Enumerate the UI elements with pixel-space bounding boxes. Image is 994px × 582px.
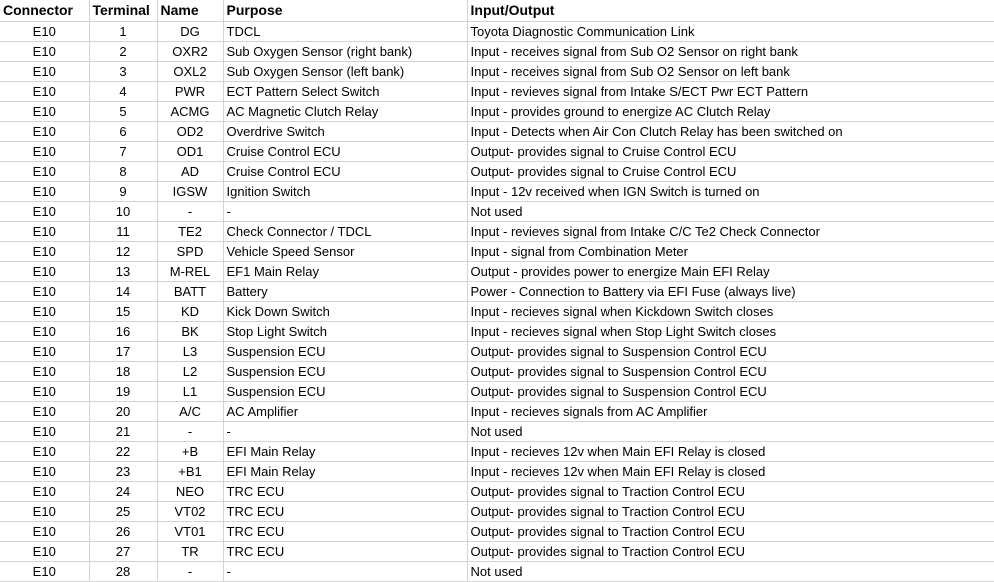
- connector-cell[interactable]: E10: [0, 301, 89, 321]
- name-cell[interactable]: SPD: [157, 241, 223, 261]
- purpose-cell[interactable]: AC Magnetic Clutch Relay: [223, 101, 467, 121]
- terminal-cell[interactable]: 3: [89, 61, 157, 81]
- table-row: [0, 61, 994, 81]
- purpose-cell[interactable]: TRC ECU: [223, 481, 467, 501]
- name-cell[interactable]: OD2: [157, 121, 223, 141]
- io-cell[interactable]: Power - Connection to Battery via EFI Fuse (always live): [467, 281, 994, 301]
- name-cell[interactable]: TE2: [157, 221, 223, 241]
- connector-cell[interactable]: E10: [0, 461, 89, 481]
- header-row: [0, 0, 994, 21]
- io-cell[interactable]: Not used: [467, 201, 994, 221]
- name-cell[interactable]: KD: [157, 301, 223, 321]
- terminal-cell[interactable]: 27: [89, 541, 157, 561]
- connector-cell[interactable]: E10: [0, 341, 89, 361]
- name-cell[interactable]: ACMG: [157, 101, 223, 121]
- purpose-cell[interactable]: Sub Oxygen Sensor (right bank): [223, 41, 467, 61]
- name-cell[interactable]: -: [157, 421, 223, 441]
- purpose-cell[interactable]: -: [223, 421, 467, 441]
- connector-cell[interactable]: E10: [0, 261, 89, 281]
- name-cell[interactable]: OXL2: [157, 61, 223, 81]
- io-cell[interactable]: Output- provides signal to Suspension Control ECU: [467, 381, 994, 401]
- table-row: [0, 241, 994, 261]
- connector-cell[interactable]: E10: [0, 541, 89, 561]
- terminal-cell[interactable]: 17: [89, 341, 157, 361]
- io-cell[interactable]: Output- provides signal to Traction Control ECU: [467, 481, 994, 501]
- connector-cell[interactable]: E10: [0, 21, 89, 41]
- table-row: [0, 81, 994, 101]
- purpose-cell[interactable]: TDCL: [223, 21, 467, 41]
- purpose-cell[interactable]: Battery: [223, 281, 467, 301]
- name-cell[interactable]: IGSW: [157, 181, 223, 201]
- io-cell[interactable]: Input - recieves 12v when Main EFI Relay is closed: [467, 461, 994, 481]
- table-row: [0, 21, 994, 41]
- terminal-cell[interactable]: 4: [89, 81, 157, 101]
- name-cell[interactable]: DG: [157, 21, 223, 41]
- io-cell[interactable]: Input - 12v received when IGN Switch is turned on: [467, 181, 994, 201]
- table-row: [0, 421, 994, 441]
- name-cell[interactable]: -: [157, 561, 223, 581]
- name-cell[interactable]: NEO: [157, 481, 223, 501]
- table-row: [0, 481, 994, 501]
- io-cell[interactable]: Input - receives signal from Sub O2 Sensor on right bank: [467, 41, 994, 61]
- connector-cell[interactable]: E10: [0, 61, 89, 81]
- purpose-cell[interactable]: Overdrive Switch: [223, 121, 467, 141]
- table-row: [0, 441, 994, 461]
- connector-cell[interactable]: E10: [0, 121, 89, 141]
- name-cell[interactable]: OXR2: [157, 41, 223, 61]
- purpose-cell[interactable]: -: [223, 561, 467, 581]
- connector-cell[interactable]: E10: [0, 321, 89, 341]
- purpose-cell[interactable]: AC Amplifier: [223, 401, 467, 421]
- purpose-cell[interactable]: Kick Down Switch: [223, 301, 467, 321]
- purpose-cell[interactable]: Suspension ECU: [223, 361, 467, 381]
- table-row: [0, 501, 994, 521]
- connector-cell[interactable]: E10: [0, 41, 89, 61]
- io-cell[interactable]: Output- provides signal to Traction Control ECU: [467, 541, 994, 561]
- name-cell[interactable]: A/C: [157, 401, 223, 421]
- connector-cell[interactable]: E10: [0, 401, 89, 421]
- name-cell[interactable]: L3: [157, 341, 223, 361]
- io-cell[interactable]: Output- provides signal to Traction Control ECU: [467, 521, 994, 541]
- header-connector[interactable]: Connector: [0, 0, 89, 21]
- purpose-cell[interactable]: TRC ECU: [223, 501, 467, 521]
- purpose-cell[interactable]: -: [223, 201, 467, 221]
- name-cell[interactable]: VT01: [157, 521, 223, 541]
- terminal-cell[interactable]: 22: [89, 441, 157, 461]
- connector-cell[interactable]: E10: [0, 481, 89, 501]
- io-cell[interactable]: Input - revieves signal from Intake C/C Te2 Check Connector: [467, 221, 994, 241]
- purpose-cell[interactable]: Cruise Control ECU: [223, 141, 467, 161]
- terminal-cell[interactable]: 11: [89, 221, 157, 241]
- table-row: [0, 521, 994, 541]
- terminal-cell[interactable]: 7: [89, 141, 157, 161]
- purpose-cell[interactable]: Sub Oxygen Sensor (left bank): [223, 61, 467, 81]
- terminal-cell[interactable]: 8: [89, 161, 157, 181]
- name-cell[interactable]: BK: [157, 321, 223, 341]
- name-cell[interactable]: PWR: [157, 81, 223, 101]
- table-row: [0, 381, 994, 401]
- connector-cell[interactable]: E10: [0, 101, 89, 121]
- connector-cell[interactable]: E10: [0, 281, 89, 301]
- terminal-cell[interactable]: 1: [89, 21, 157, 41]
- io-cell[interactable]: Output- provides signal to Cruise Control ECU: [467, 141, 994, 161]
- terminal-cell[interactable]: 12: [89, 241, 157, 261]
- name-cell[interactable]: L1: [157, 381, 223, 401]
- table-row: [0, 561, 994, 581]
- io-cell[interactable]: Input - recieves signal when Kickdown Switch closes: [467, 301, 994, 321]
- table-row: [0, 161, 994, 181]
- table-row: [0, 461, 994, 481]
- purpose-cell[interactable]: Suspension ECU: [223, 341, 467, 361]
- name-cell[interactable]: L2: [157, 361, 223, 381]
- header-purpose[interactable]: Purpose: [223, 0, 467, 21]
- connector-cell[interactable]: E10: [0, 201, 89, 221]
- io-cell[interactable]: Input - signal from Combination Meter: [467, 241, 994, 261]
- name-cell[interactable]: +B1: [157, 461, 223, 481]
- table-row: [0, 301, 994, 321]
- io-cell[interactable]: Output- provides signal to Traction Control ECU: [467, 501, 994, 521]
- name-cell[interactable]: TR: [157, 541, 223, 561]
- purpose-cell[interactable]: Stop Light Switch: [223, 321, 467, 341]
- table-row: [0, 101, 994, 121]
- terminal-cell[interactable]: 25: [89, 501, 157, 521]
- header-name[interactable]: Name: [157, 0, 223, 21]
- connector-cell[interactable]: E10: [0, 221, 89, 241]
- terminal-cell[interactable]: 20: [89, 401, 157, 421]
- table-row: [0, 121, 994, 141]
- terminal-cell[interactable]: 13: [89, 261, 157, 281]
- name-cell[interactable]: BATT: [157, 281, 223, 301]
- purpose-cell[interactable]: Cruise Control ECU: [223, 161, 467, 181]
- connector-cell[interactable]: E10: [0, 141, 89, 161]
- table-row: [0, 341, 994, 361]
- connector-cell[interactable]: E10: [0, 361, 89, 381]
- io-cell[interactable]: Output- provides signal to Suspension Control ECU: [467, 341, 994, 361]
- table-row: [0, 221, 994, 241]
- purpose-cell[interactable]: Check Connector / TDCL: [223, 221, 467, 241]
- io-cell[interactable]: Input - revieves signal from Intake S/ECT Pwr ECT Pattern: [467, 81, 994, 101]
- io-cell[interactable]: Output - provides power to energize Main EFI Relay: [467, 261, 994, 281]
- io-cell[interactable]: Input - Detects when Air Con Clutch Relay has been switched on: [467, 121, 994, 141]
- terminal-cell[interactable]: 2: [89, 41, 157, 61]
- purpose-cell[interactable]: Vehicle Speed Sensor: [223, 241, 467, 261]
- purpose-cell[interactable]: Ignition Switch: [223, 181, 467, 201]
- table-row: [0, 181, 994, 201]
- connector-cell[interactable]: E10: [0, 561, 89, 581]
- purpose-cell[interactable]: ECT Pattern Select Switch: [223, 81, 467, 101]
- io-cell[interactable]: Input - recieves signals from AC Amplifier: [467, 401, 994, 421]
- connector-cell[interactable]: E10: [0, 81, 89, 101]
- connector-cell[interactable]: E10: [0, 421, 89, 441]
- name-cell[interactable]: OD1: [157, 141, 223, 161]
- connector-cell[interactable]: E10: [0, 381, 89, 401]
- connector-cell[interactable]: E10: [0, 441, 89, 461]
- terminal-cell[interactable]: 21: [89, 421, 157, 441]
- purpose-cell[interactable]: EFI Main Relay: [223, 461, 467, 481]
- table-row: [0, 201, 994, 221]
- purpose-cell[interactable]: TRC ECU: [223, 541, 467, 561]
- table-row: [0, 141, 994, 161]
- terminal-cell[interactable]: 15: [89, 301, 157, 321]
- io-cell[interactable]: Input - receives signal from Sub O2 Sensor on left bank: [467, 61, 994, 81]
- name-cell[interactable]: -: [157, 201, 223, 221]
- purpose-cell[interactable]: Suspension ECU: [223, 381, 467, 401]
- table-row: [0, 321, 994, 341]
- header-terminal[interactable]: Terminal: [89, 0, 157, 21]
- connector-cell[interactable]: E10: [0, 521, 89, 541]
- terminal-cell[interactable]: 26: [89, 521, 157, 541]
- table-row: [0, 41, 994, 61]
- table-row: [0, 541, 994, 561]
- table-row: [0, 361, 994, 381]
- terminal-cell[interactable]: 18: [89, 361, 157, 381]
- connector-cell[interactable]: E10: [0, 181, 89, 201]
- io-cell[interactable]: Input - recieves signal when Stop Light Switch closes: [467, 321, 994, 341]
- name-cell[interactable]: M-REL: [157, 261, 223, 281]
- terminal-cell[interactable]: 5: [89, 101, 157, 121]
- terminal-cell[interactable]: 23: [89, 461, 157, 481]
- connector-cell[interactable]: E10: [0, 501, 89, 521]
- io-cell[interactable]: Not used: [467, 421, 994, 441]
- io-cell[interactable]: Output- provides signal to Cruise Control ECU: [467, 161, 994, 181]
- io-cell[interactable]: Input - provides ground to energize AC Clutch Relay: [467, 101, 994, 121]
- terminal-cell[interactable]: 14: [89, 281, 157, 301]
- terminal-cell[interactable]: 9: [89, 181, 157, 201]
- terminal-cell[interactable]: 28: [89, 561, 157, 581]
- terminal-cell[interactable]: 10: [89, 201, 157, 221]
- name-cell[interactable]: +B: [157, 441, 223, 461]
- table-row: [0, 401, 994, 421]
- purpose-cell[interactable]: EFI Main Relay: [223, 441, 467, 461]
- terminal-cell[interactable]: 24: [89, 481, 157, 501]
- io-cell[interactable]: Output- provides signal to Suspension Control ECU: [467, 361, 994, 381]
- connector-cell[interactable]: E10: [0, 161, 89, 181]
- io-cell[interactable]: Toyota Diagnostic Communication Link: [467, 21, 994, 41]
- table-row: [0, 261, 994, 281]
- terminal-cell[interactable]: 16: [89, 321, 157, 341]
- purpose-cell[interactable]: EF1 Main Relay: [223, 261, 467, 281]
- name-cell[interactable]: AD: [157, 161, 223, 181]
- purpose-cell[interactable]: TRC ECU: [223, 521, 467, 541]
- io-cell[interactable]: Not used: [467, 561, 994, 581]
- terminal-cell[interactable]: 19: [89, 381, 157, 401]
- connector-cell[interactable]: E10: [0, 241, 89, 261]
- header-input-output[interactable]: Input/Output: [467, 0, 994, 21]
- terminal-cell[interactable]: 6: [89, 121, 157, 141]
- io-cell[interactable]: Input - recieves 12v when Main EFI Relay is closed: [467, 441, 994, 461]
- table-row: [0, 281, 994, 301]
- name-cell[interactable]: VT02: [157, 501, 223, 521]
